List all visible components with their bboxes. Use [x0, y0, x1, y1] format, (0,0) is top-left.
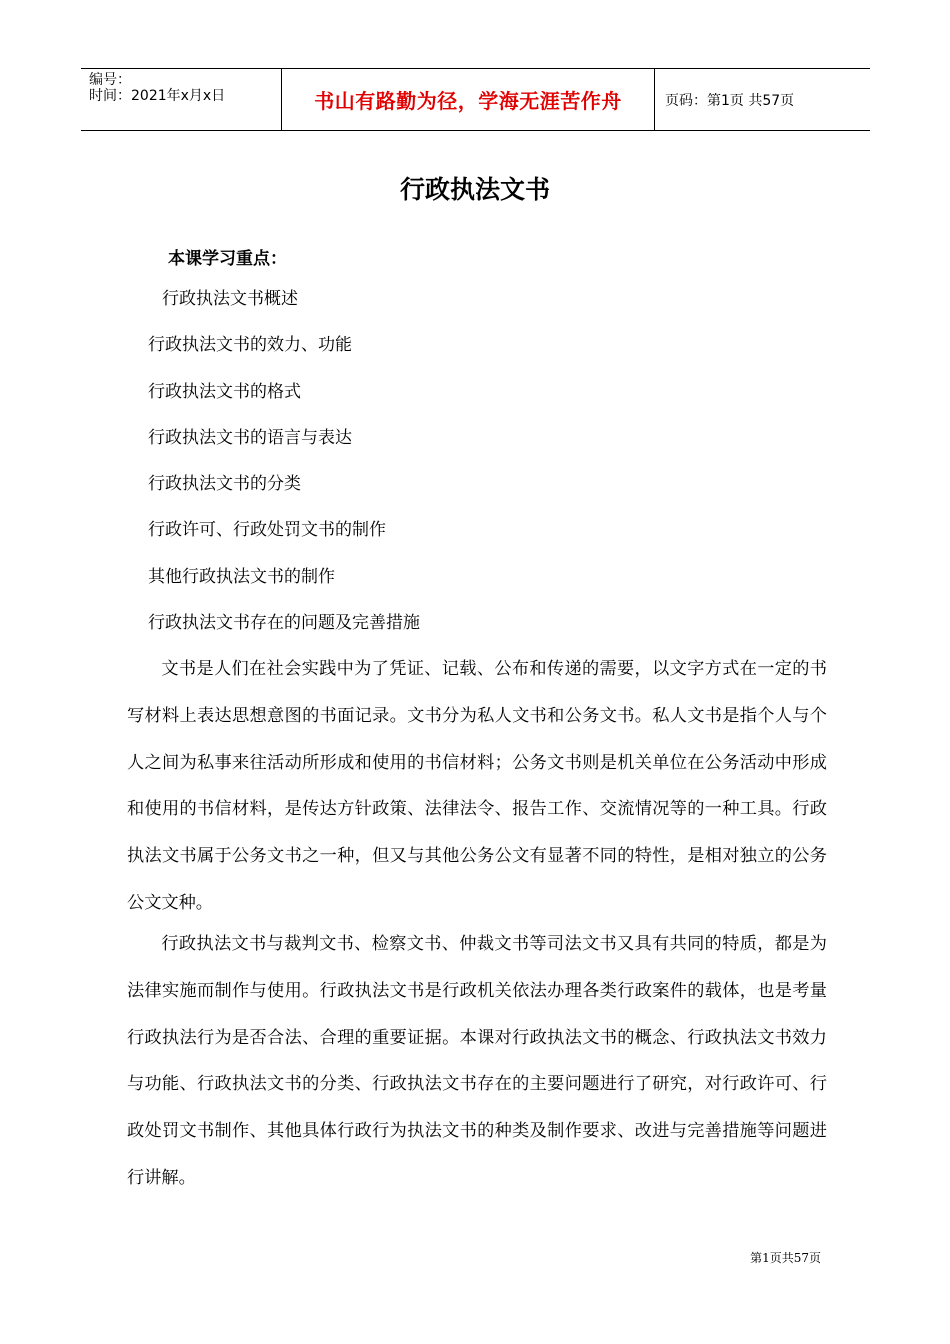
outline-item: 行政执法文书的效力、功能	[148, 335, 352, 356]
outline-item: 行政执法文书存在的问题及完善措施	[148, 613, 420, 634]
outline-item: 行政执法文书的语言与表达	[148, 427, 352, 448]
motto-text: 书山有路勤为径，学海无涯苦作舟	[314, 89, 622, 113]
focus-heading: 本课学习重点：	[168, 249, 287, 269]
outline-item: 行政执法文书概述	[162, 289, 298, 309]
outline-item: 行政许可、行政处罚文书的制作	[148, 520, 386, 541]
header-meta-cell	[81, 69, 282, 130]
outline-item: 其他行政执法文书的制作	[148, 566, 335, 587]
body-paragraph: 文书是人们在社会实践中为了凭证、记载、公布和传递的需要，以文字方式在一定的书写材料上表达思想意图的书面记录。文书分为私人文书和公务文书。私人文书是指个人与个人之间为私事来往活动所形成和使用的书信材料；公务文书则是机关单位在公务活动中形成和使用的书信材料，是传达方针政策、法律法令、报告工作、交流情况等的一种工具。行政执法文书属于公务文书之一种，但又与其他公务公文有显著不同的特性，是相对独立的公务公文文种。	[127, 659, 827, 913]
header-motto-cell	[282, 69, 655, 130]
document-title: 行政执法文书	[399, 175, 550, 204]
header-page-cell	[655, 69, 870, 130]
time-label: 时间：2021年x月x日	[89, 88, 226, 104]
header-page-info: 页码：第1页 共57页	[665, 92, 795, 109]
footer-page-number: 第1页共57页	[750, 1251, 821, 1265]
outline-list	[148, 283, 420, 653]
outline-item: 行政执法文书的格式	[148, 381, 301, 402]
body-paragraph: 行政执法文书与裁判文书、检察文书、仲裁文书等司法文书又具有共同的特质，都是为法律实施而制作与使用。行政执法文书是行政机关依法办理各类行政案件的载体，也是考量行政执法行为是否合法、合理的重要证据。本课对行政执法文书的概念、行政执法文书效力与功能、行政执法文书的分类、行政执法文书存在的主要问题进行了研究，对行政许可、行政处罚文书制作、其他具体行政行为执法文书的种类及制作要求、改进与完善措施等问题进行讲解。	[127, 934, 827, 1188]
number-label: 编号：	[89, 72, 131, 88]
outline-item: 行政执法文书的分类	[148, 474, 301, 495]
header-table	[81, 68, 870, 131]
